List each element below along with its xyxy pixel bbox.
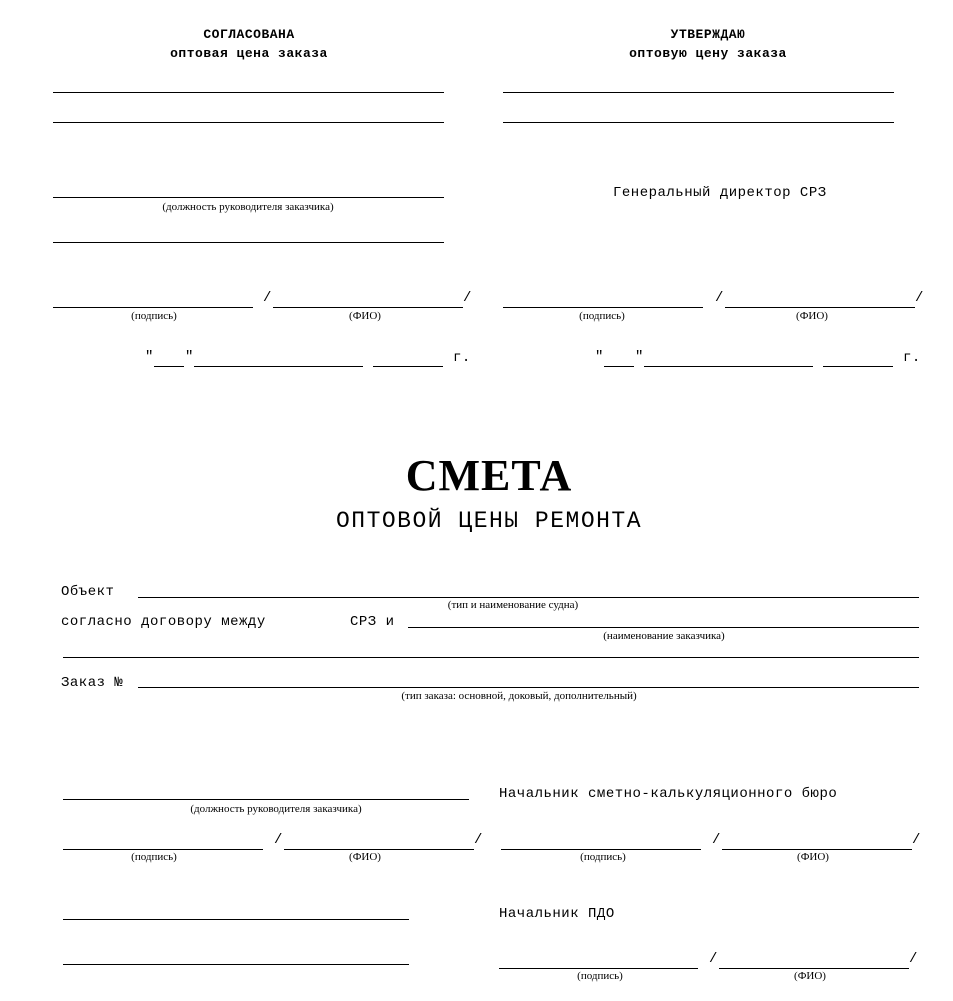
- pdo-fio-line[interactable]: [719, 968, 909, 969]
- left-position-caption: (должность руководителя заказчика): [162, 201, 334, 213]
- left-blank-line-1[interactable]: [53, 92, 444, 93]
- bureau-signature-line[interactable]: [501, 849, 701, 850]
- header-left-title: СОГЛАСОВАНА: [203, 27, 295, 42]
- order-caption: (тип заказа: основной, доковый, дополнительный): [401, 690, 637, 702]
- bottom-left-fio-line[interactable]: [284, 849, 474, 850]
- bureau-fio-line[interactable]: [722, 849, 912, 850]
- order-line[interactable]: [138, 687, 919, 688]
- pdo-fio-caption: (ФИО): [794, 970, 826, 982]
- right-date-quote-open: ": [595, 349, 604, 365]
- pdo-slash-2: /: [909, 951, 918, 967]
- header-left-subtitle: оптовая цена заказа: [170, 46, 328, 61]
- left-date-quote-close: ": [185, 349, 194, 365]
- bottom-left-blank-line-1[interactable]: [63, 919, 409, 920]
- left-date-day-line[interactable]: [154, 366, 184, 367]
- bureau-fio-caption: (ФИО): [797, 851, 829, 863]
- right-sign-slash-1: /: [715, 290, 724, 306]
- right-signature-line[interactable]: [503, 307, 703, 308]
- order-label: Заказ №: [61, 675, 124, 691]
- bottom-left-fio-caption: (ФИО): [349, 851, 381, 863]
- bottom-left-slash-2: /: [474, 832, 483, 848]
- pdo-head-text: Начальник ПДО: [499, 906, 615, 922]
- right-position-text: Генеральный директор СРЗ: [613, 185, 827, 201]
- right-fio-line[interactable]: [725, 307, 915, 308]
- bottom-position-caption: (должность руководителя заказчика): [190, 803, 362, 815]
- srz-label: СРЗ и: [350, 614, 395, 630]
- right-fio-caption: (ФИО): [796, 310, 828, 322]
- contract-label: согласно договору между: [61, 614, 266, 630]
- header-right-subtitle: оптовую цену заказа: [629, 46, 787, 61]
- pdo-slash-1: /: [709, 951, 718, 967]
- bureau-head-text: Начальник сметно-калькуляционного бюро: [499, 786, 838, 802]
- left-sign-slash-1: /: [263, 290, 272, 306]
- left-date-quote-open: ": [145, 349, 154, 365]
- bottom-position-line[interactable]: [63, 799, 469, 800]
- bureau-signature-caption: (подпись): [580, 851, 626, 863]
- right-date-quote-close: ": [635, 349, 644, 365]
- right-blank-line-1[interactable]: [503, 92, 894, 93]
- bottom-left-slash-1: /: [274, 832, 283, 848]
- right-sign-slash-2: /: [915, 290, 924, 306]
- left-sign-slash-2: /: [463, 290, 472, 306]
- left-signature-line[interactable]: [53, 307, 253, 308]
- customer-line[interactable]: [408, 627, 919, 628]
- bottom-left-blank-line-2[interactable]: [63, 964, 409, 965]
- left-date-year-label: г.: [453, 350, 471, 366]
- customer-line-2[interactable]: [63, 657, 919, 658]
- right-date-year-label: г.: [903, 350, 921, 366]
- pdo-signature-line[interactable]: [499, 968, 698, 969]
- bottom-left-signature-line[interactable]: [63, 849, 263, 850]
- left-signature-caption: (подпись): [131, 310, 177, 322]
- right-blank-line-2[interactable]: [503, 122, 894, 123]
- document-title: СМЕТА: [405, 451, 573, 500]
- right-signature-caption: (подпись): [579, 310, 625, 322]
- customer-caption: (наименование заказчика): [603, 630, 725, 642]
- object-line[interactable]: [138, 597, 919, 598]
- right-date-year-line[interactable]: [823, 366, 893, 367]
- document-subtitle: ОПТОВОЙ ЦЕНЫ РЕМОНТА: [335, 508, 643, 534]
- left-blank-line-3[interactable]: [53, 242, 444, 243]
- left-blank-line-2[interactable]: [53, 122, 444, 123]
- object-caption: (тип и наименование судна): [447, 599, 579, 611]
- pdo-signature-caption: (подпись): [577, 970, 623, 982]
- bureau-slash-2: /: [912, 832, 921, 848]
- bottom-left-signature-caption: (подпись): [131, 851, 177, 863]
- object-label: Объект: [61, 584, 115, 600]
- left-date-month-line[interactable]: [194, 366, 363, 367]
- right-date-day-line[interactable]: [604, 366, 634, 367]
- left-fio-line[interactable]: [273, 307, 463, 308]
- bureau-slash-1: /: [712, 832, 721, 848]
- header-right-title: УТВЕРЖДАЮ: [670, 27, 746, 42]
- left-date-year-line[interactable]: [373, 366, 443, 367]
- right-date-month-line[interactable]: [644, 366, 813, 367]
- left-fio-caption: (ФИО): [349, 310, 381, 322]
- left-position-line[interactable]: [53, 197, 444, 198]
